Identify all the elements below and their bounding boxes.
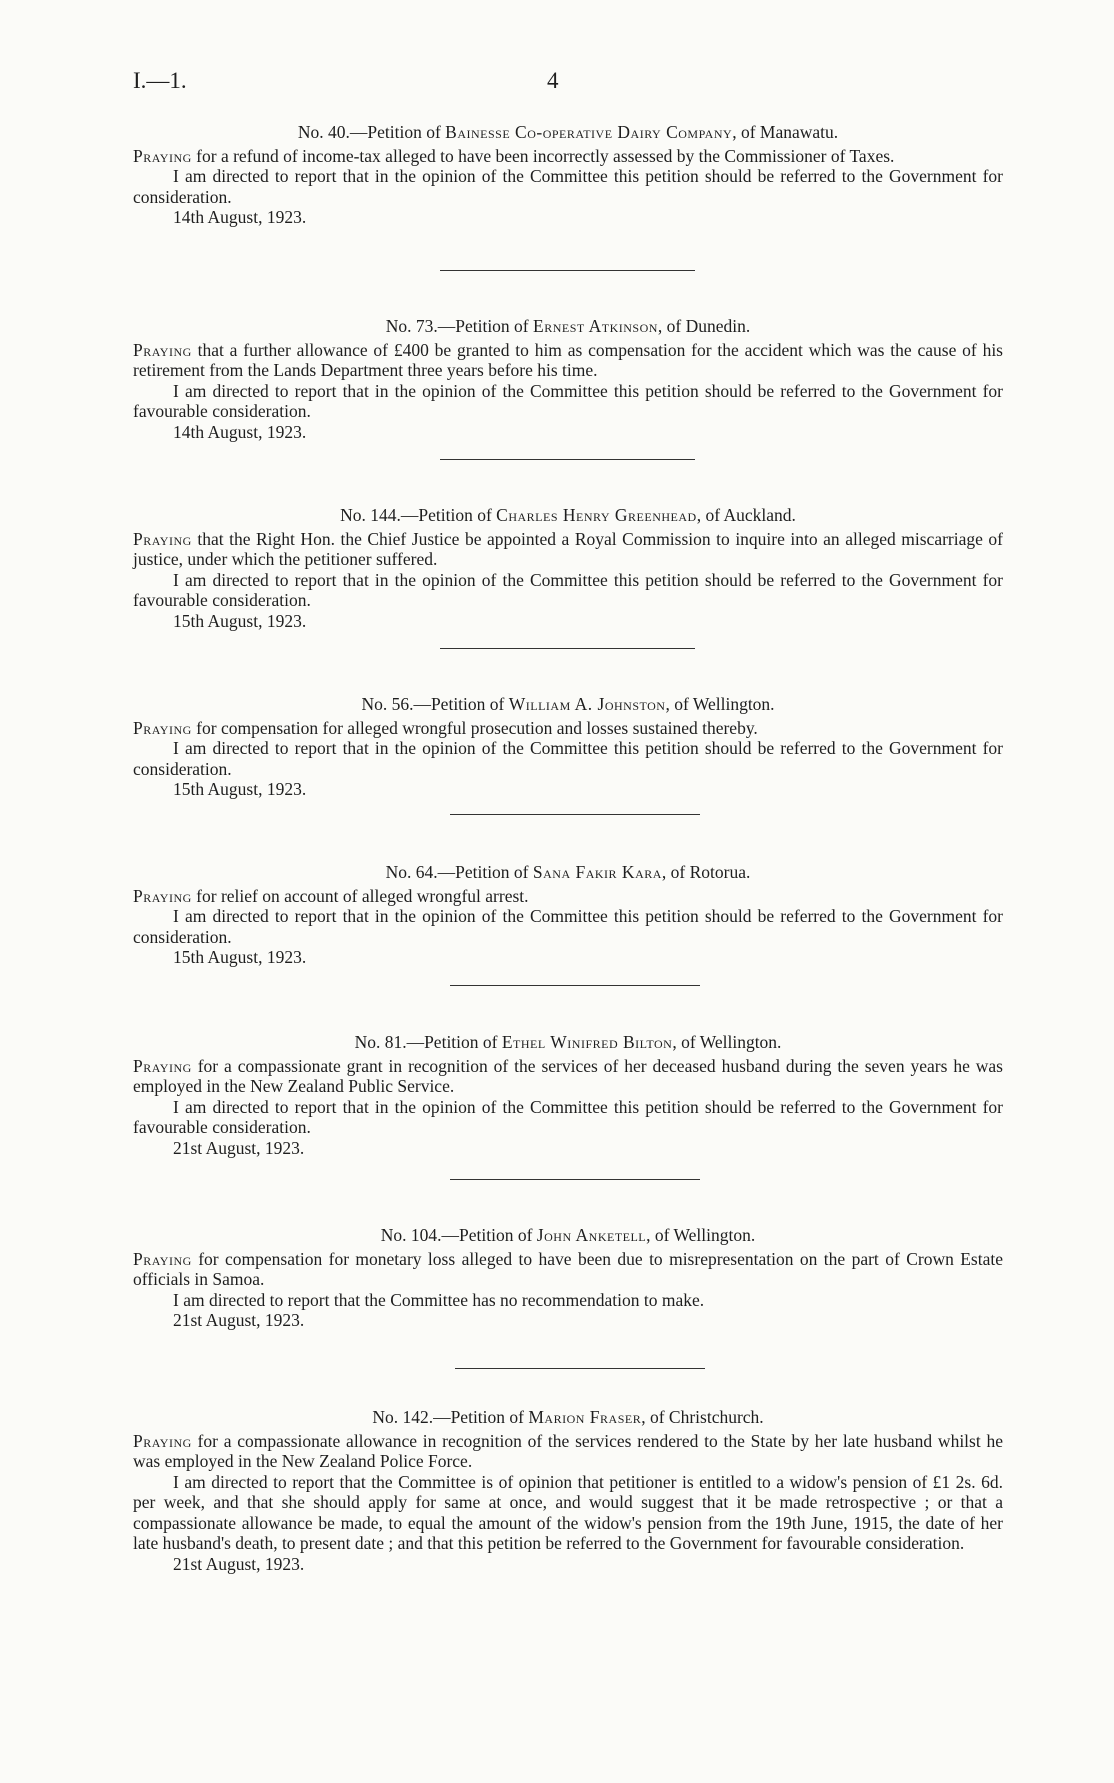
section-divider bbox=[455, 1368, 705, 1369]
page-number: 4 bbox=[547, 68, 559, 93]
section-divider bbox=[440, 459, 695, 460]
report-date: 21st August, 1923. bbox=[173, 1137, 305, 1158]
praying-lead: Praying bbox=[133, 885, 192, 906]
petition-entry bbox=[133, 1225, 1003, 1331]
petitioner-name: Bainesse Co-operative Dairy Company bbox=[445, 122, 733, 142]
petition-entry bbox=[133, 694, 1003, 800]
report-paragraph: I am directed to report that in the opinion of the Committee this petition should be referred to the Government for consideration. bbox=[133, 906, 1003, 947]
petitioner-name: Marion Fraser bbox=[528, 1407, 642, 1427]
praying-text: that the Right Hon. the Chief Justice be appointed a Royal Commission to inquire into an alleged miscarriage of justice, under which the petitioner suffered. bbox=[133, 528, 1003, 569]
petition-title bbox=[133, 122, 1003, 143]
petitioner-place: , of Christchurch. bbox=[641, 1407, 764, 1427]
report-date: 15th August, 1923. bbox=[173, 779, 307, 799]
praying-text: for a compassionate grant in recognition of the services of her deceased husband during the seven years he was employed in the New Zealand Public Service. bbox=[133, 1055, 1003, 1096]
petitioner-name: Charles Henry Greenhead bbox=[496, 505, 697, 525]
petitioner-name: John Anketell bbox=[536, 1225, 647, 1245]
petition-entry bbox=[133, 122, 1003, 228]
praying-text: for a compassionate allowance in recognition of the services rendered to the State by her late husband whilst he was employed in the New Zealand Police Force. bbox=[133, 1430, 1003, 1471]
petition-entry bbox=[133, 316, 1003, 442]
praying-paragraph bbox=[133, 1249, 1003, 1290]
praying-lead: Praying bbox=[133, 717, 192, 738]
report-paragraph: I am directed to report that in the opinion of the Committee this petition should be referred to the Government for favourable consideration. bbox=[133, 569, 1003, 610]
report-paragraph: I am directed to report that in the opinion of the Committee this petition should be referred to the Government for favourable consideration. bbox=[133, 380, 1003, 421]
petition-title bbox=[133, 1225, 1003, 1246]
report-date: 14th August, 1923. bbox=[173, 421, 307, 442]
petition-entry bbox=[133, 862, 1003, 968]
praying-paragraph bbox=[133, 1431, 1003, 1472]
report-date: 14th August, 1923. bbox=[173, 207, 307, 227]
petition-number: No. 81.—Petition of bbox=[354, 1032, 498, 1052]
petitioner-name: Ernest Atkinson bbox=[533, 316, 658, 336]
petition-title bbox=[133, 1032, 1003, 1053]
praying-text: for compensation for monetary loss alleged to have been due to misrepresentation on the part of Crown Estate officials in Samoa. bbox=[133, 1248, 1003, 1289]
petition-number: No. 142.—Petition of bbox=[372, 1407, 524, 1427]
praying-paragraph bbox=[133, 886, 1003, 907]
praying-paragraph bbox=[133, 146, 1003, 167]
report-paragraph: I am directed to report that the Committee is of opinion that petitioner is entitled to a widow's pension of £1 2s. 6d. per week, and that she should apply for same at once, and would suggest that it be made retrospective ; or that a compassionate allowance be made, to equal the amount of the widow's pension from the 19th June, 1915, the date of her late husband's death, to present date ; and that this petition be referred to the Government for favourable consideration. bbox=[133, 1471, 1003, 1553]
section-divider bbox=[450, 985, 700, 986]
praying-paragraph bbox=[133, 340, 1003, 381]
praying-lead: Praying bbox=[133, 145, 192, 166]
report-paragraph: I am directed to report that the Committee has no recommendation to make. bbox=[173, 1289, 705, 1310]
praying-lead: Praying bbox=[133, 339, 192, 360]
report-date: 21st August, 1923. bbox=[173, 1553, 305, 1574]
petition-title bbox=[133, 505, 1003, 526]
report-date: 15th August, 1923. bbox=[173, 610, 307, 631]
petition-number: No. 73.—Petition of bbox=[385, 316, 529, 336]
petitioner-place: , of Wellington. bbox=[646, 1225, 756, 1245]
praying-paragraph bbox=[133, 1056, 1003, 1097]
petitioner-place: , of Wellington. bbox=[665, 694, 775, 714]
petition-number: No. 64.—Petition of bbox=[385, 862, 529, 882]
petitioner-place: , of Wellington. bbox=[672, 1032, 782, 1052]
petition-entry bbox=[133, 1407, 1003, 1574]
praying-text: that a further allowance of £400 be granted to him as compensation for the accident which was the cause of his retirement from the Lands Department three years before his time. bbox=[133, 339, 1003, 380]
petition-title bbox=[133, 862, 1003, 883]
report-date: 21st August, 1923. bbox=[173, 1310, 305, 1330]
section-divider bbox=[440, 270, 695, 271]
petition-number: No. 56.—Petition of bbox=[361, 694, 505, 714]
report-paragraph: I am directed to report that in the opinion of the Committee this petition should be referred to the Government for favourable consideration. bbox=[133, 1096, 1003, 1137]
petitioner-place: , of Auckland. bbox=[696, 505, 796, 525]
praying-paragraph bbox=[133, 529, 1003, 570]
praying-lead: Praying bbox=[133, 528, 192, 549]
praying-paragraph bbox=[133, 718, 1003, 739]
petition-title bbox=[133, 694, 1003, 715]
petition-entry bbox=[133, 1032, 1003, 1158]
petition-entry bbox=[133, 505, 1003, 631]
petitioner-place: , of Dunedin. bbox=[657, 316, 751, 336]
section-divider bbox=[450, 1179, 700, 1180]
petitioner-name: Sana Fakir Kara bbox=[532, 862, 662, 882]
report-paragraph: I am directed to report that in the opinion of the Committee this petition should be referred to the Government for consideration. bbox=[133, 166, 1003, 207]
page-header bbox=[0, 68, 1114, 98]
petition-title bbox=[133, 1407, 1003, 1428]
petition-number: No. 104.—Petition of bbox=[380, 1225, 533, 1245]
report-paragraph: I am directed to report that in the opinion of the Committee this petition should be referred to the Government for consideration. bbox=[133, 738, 1003, 779]
praying-lead: Praying bbox=[133, 1055, 192, 1076]
section-divider bbox=[450, 814, 700, 815]
petitioner-place: , of Manawatu. bbox=[732, 122, 839, 142]
petition-number: No. 144.—Petition of bbox=[340, 505, 492, 525]
petitioner-place: , of Rotorua. bbox=[661, 862, 751, 882]
praying-text: for relief on account of alleged wrongful arrest. bbox=[191, 885, 529, 906]
section-divider bbox=[440, 648, 695, 649]
paper-code: I.—1. bbox=[133, 68, 187, 93]
petitioner-name: William A. Johnston bbox=[508, 694, 666, 714]
praying-text: for a refund of income-tax alleged to have been incorrectly assessed by the Commissioner of Taxes. bbox=[191, 145, 895, 166]
praying-lead: Praying bbox=[133, 1248, 192, 1269]
report-date: 15th August, 1923. bbox=[173, 947, 307, 967]
petitioner-name: Ethel Winifred Bilton bbox=[501, 1032, 673, 1052]
petition-number: No. 40.—Petition of bbox=[297, 122, 441, 142]
praying-text: for compensation for alleged wrongful prosecution and losses sustained thereby. bbox=[191, 717, 758, 738]
praying-lead: Praying bbox=[133, 1430, 192, 1451]
petition-title bbox=[133, 316, 1003, 337]
